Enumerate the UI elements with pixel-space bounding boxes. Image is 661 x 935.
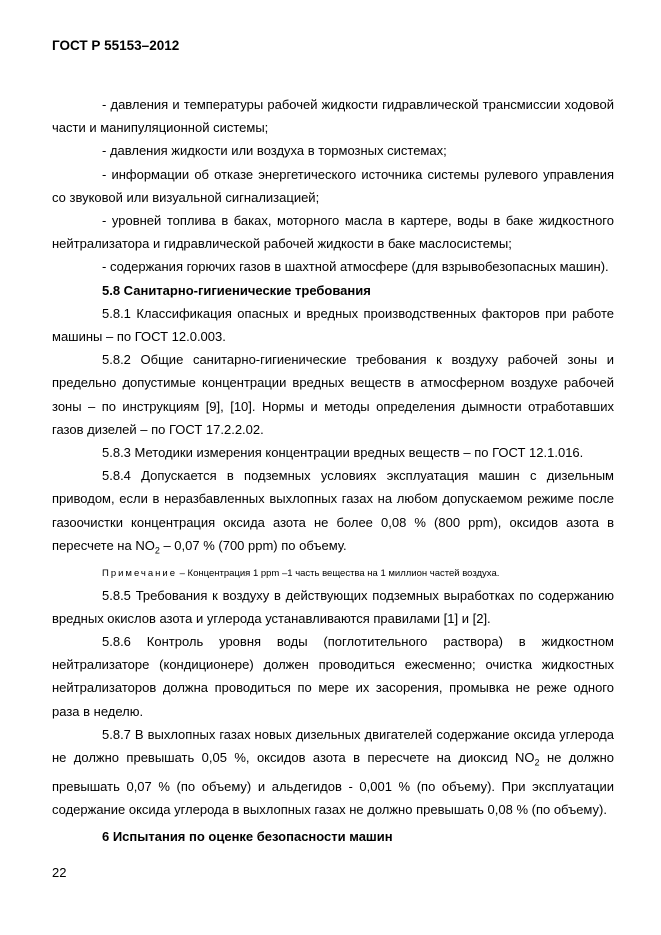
paragraph-5-8-7 [52,723,614,821]
section-title-5-8: 5.8 Санитарно-гигиенические требования [102,282,371,298]
paragraph-5-8-7-text: 5.8.7 В выхлопных газах новых дизельных двигателей содержание оксида углерода не должно превышать 0,05 %, оксидов азота в пересчете на диоксид NO [52,726,614,766]
section-title-6: 6 Испытания по оценке безопасности машин [102,829,393,844]
document-body [52,93,614,821]
subscript: 2 [534,757,540,768]
paragraph-5-8-1: 5.8.1 Классификация опасных и вредных производственных факторов при работе машины – по ГОСТ 12.0.003. [52,305,614,345]
paragraph-5-8-5: 5.8.5 Требования к воздуху в действующих подземных выработках по содержанию вредных окислов азота и углерода устанавливаются правилами [1] и [2]. [52,587,614,626]
list-item: - информации об отказе энергетического источника системы рулевого управления со звуковой или визуальной сигнализацией; [52,166,614,205]
note-text: – Концентрация 1 ppm –1 часть вещества на 1 миллион частей воздуха. [177,567,500,579]
document-header: ГОСТ Р 55153–2012 [52,38,180,53]
note-label: Примечание [102,567,177,579]
paragraph-5-8-4-text: 5.8.4 Допускается в подземных условиях эксплуатация машин с дизельным приводом, если в неразбавленных выхлопных газах на любом допускаемом режиме после газоочистки концентрация оксида азота не более 0,08 % (800 ppm), оксидов азота в пересчете на NO [52,468,614,553]
list-item: - давления и температуры рабочей жидкости гидравлической трансмиссии ходовой части и манипуляционной системы; [52,97,614,136]
note [52,563,614,584]
page-number: 22 [52,865,67,880]
paragraph-5-8-7-tail: не должно превышать 0,07 % (по объему) и альдегидов - 0,001 % (по объему). При эксплуатации содержание оксида углерода в выхлопных газах не должно превышать 0,08 % (по объему). [52,750,614,818]
paragraph-5-8-6: 5.8.6 Контроль уровня воды (поглотительного раствора) в жидкостном нейтрализаторе (кондиционере) должен проводиться ежесменно; очистка жидкостных нейтрализаторов должна проводиться по мере их засорения, промывка не реже одного раза в неделю. [52,634,614,719]
paragraph-5-8-2: 5.8.2 Общие санитарно-гигиенические требования к воздуху рабочей зоны и предельно допустимые концентрации вредных веществ в атмосферном воздухе рабочей зоны – по инструкциям [9], [10]. Нормы и методы определения дымности отработавших газов дизелей – по ГОСТ 17.2.2.02. [52,352,614,437]
paragraph-5-8-4 [52,464,614,562]
list-item: - уровней топлива в баках, моторного масла в картере, воды в баке жидкостного нейтрализатора и гидравлической рабочей жидкости в баке маслосистемы; [52,213,614,252]
paragraph-5-8-3: 5.8.3 Методики измерения концентрации вредных веществ – по ГОСТ 12.1.016. [102,445,584,461]
list-item: - давления жидкости или воздуха в тормозных системах; [102,143,447,159]
list-item: - содержания горючих газов в шахтной атмосфере (для взрывобезопасных машин). [102,259,609,275]
paragraph-5-8-4-tail: – 0,07 % (700 ppm) по объему. [159,537,347,553]
subscript: 2 [154,545,160,556]
